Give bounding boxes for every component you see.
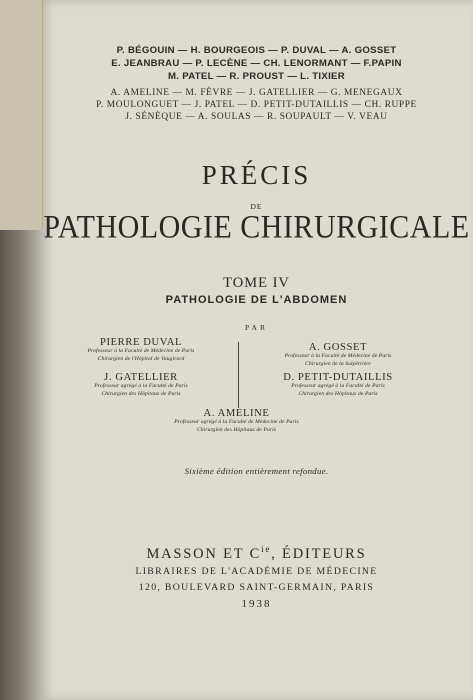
collaborators-line-6: J. SÉNÈQUE — A. SOULAS — R. SOUPAULT — V. VEAU — [125, 112, 388, 122]
column-divider — [238, 342, 239, 408]
author-ameline — [40, 408, 433, 434]
title-page-content — [40, 0, 473, 700]
par-label: PAR — [245, 323, 268, 332]
publisher-sup: ie — [261, 544, 272, 554]
author-role: Chirurgien des Hôpitaux de Paris — [196, 426, 277, 433]
collaborators-line-2: E. JEANBRAU — P. LECÈNE — CH. LENORMANT — F.PAPIN — [111, 58, 402, 69]
author-petit-dutaillis — [243, 372, 433, 398]
author-role: Professeur à la Faculté de Médecine de Paris — [284, 353, 392, 359]
author-name: A. GOSSET — [308, 342, 368, 353]
author-role: Chirurgien des Hôpitaux de Paris — [298, 390, 378, 397]
author-role: Chirurgien des Hôpitaux de Paris — [101, 390, 181, 397]
collaborators-line-1: P. BÉGOUIN — H. BOURGEOIS — P. DUVAL — A. GOSSET — [116, 45, 397, 56]
author-gatellier — [46, 372, 236, 398]
collaborators-line-5: P. MOULONGUET — J. PATEL — D. PETIT-DUTAILLIS — CH. RUPPE — [96, 100, 417, 110]
author-name: PIERRE DUVAL — [99, 337, 183, 348]
publication-year: 1938 — [241, 598, 272, 610]
author-role: Professeur à la Faculté de Médecine de Paris — [87, 348, 195, 354]
author-role: Chirurgien de l'Hôpital de Vaugirard — [97, 355, 185, 362]
author-role: Chirurgien de la Salpêtrière — [305, 360, 371, 367]
publisher-address: 120, BOULEVARD SAINT-GERMAIN, PARIS — [138, 582, 375, 593]
author-duval — [46, 337, 236, 363]
publisher-name: MASSON ET $C^{ie}$, ÉDITEURS — [146, 544, 367, 562]
author-name: J. GATELLIER — [104, 372, 178, 383]
edition-note: Sixième édition entièrement refondue. — [184, 466, 329, 476]
tome-number: TOME IV — [223, 275, 290, 291]
author-name: D. PETIT-DUTAILLIS — [283, 372, 393, 383]
binding-tape — [0, 0, 43, 230]
author-role: Professeur agrégé à la Faculté de Paris — [291, 383, 385, 389]
author-name: A. AMELINE — [203, 408, 270, 419]
title-de: DE — [250, 202, 263, 211]
collaborators-line-3: M. PATEL — R. PROUST — L. TIXIER — [168, 71, 345, 82]
author-role: Professeur agrégé à la Faculté de Médecine de Paris — [174, 419, 299, 425]
author-role: Professeur agrégé à la Faculté de Paris — [94, 383, 188, 389]
author-gosset — [243, 342, 433, 368]
subtitle: PATHOLOGIE DE L'ABDOMEN — [165, 294, 348, 306]
page-title: PATHOLOGIE CHIRURGICALE — [43, 209, 470, 246]
collaborators-line-4: A. AMELINE — M. FÈVRE — J. GATELLIER — G. MENEGAUX — [110, 88, 403, 98]
title-precis: PRÉCIS — [201, 160, 312, 190]
publisher-line-1: LIBRAIRES DE L'ACADÉMIE DE MÉDECINE — [135, 566, 378, 577]
